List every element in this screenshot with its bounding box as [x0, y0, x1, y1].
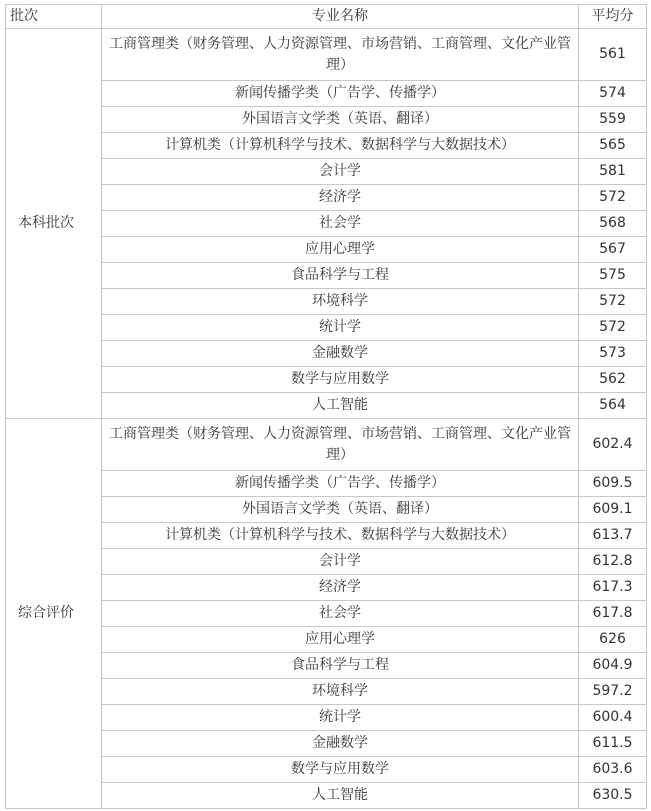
- table-row: [6, 211, 647, 237]
- major-cell: 会计学: [102, 549, 579, 575]
- table-row: [6, 107, 647, 133]
- score-cell: 572: [579, 185, 647, 211]
- score-cell: 581: [579, 159, 647, 185]
- score-cell: 562: [579, 367, 647, 393]
- table-row: [6, 29, 647, 81]
- score-cell: 613.7: [579, 523, 647, 549]
- score-cell: 597.2: [579, 679, 647, 705]
- score-cell: 575: [579, 263, 647, 289]
- table-row: [6, 81, 647, 107]
- major-cell: 社会学: [102, 601, 579, 627]
- major-cell: 应用心理学: [102, 237, 579, 263]
- table-row: [6, 679, 647, 705]
- header-batch: 批次: [6, 5, 102, 29]
- table-row: [6, 341, 647, 367]
- score-cell: 609.5: [579, 471, 647, 497]
- score-cell: 574: [579, 81, 647, 107]
- score-cell: 630.5: [579, 783, 647, 809]
- table-row: [6, 133, 647, 159]
- major-cell: 食品科学与工程: [102, 653, 579, 679]
- table-row: [6, 601, 647, 627]
- table-header: [6, 5, 647, 29]
- score-cell: 626: [579, 627, 647, 653]
- major-cell: 人工智能: [102, 783, 579, 809]
- header-row: [6, 5, 647, 29]
- major-cell: 经济学: [102, 575, 579, 601]
- score-cell: 559: [579, 107, 647, 133]
- table-body: [6, 29, 647, 809]
- table-row: [6, 757, 647, 783]
- score-table: [5, 4, 647, 809]
- score-cell: 573: [579, 341, 647, 367]
- table-row: [6, 367, 647, 393]
- score-cell: 600.4: [579, 705, 647, 731]
- table-row: [6, 393, 647, 419]
- score-cell: 602.4: [579, 419, 647, 471]
- major-cell: 金融数学: [102, 341, 579, 367]
- score-cell: 612.8: [579, 549, 647, 575]
- table-row: [6, 471, 647, 497]
- score-cell: 568: [579, 211, 647, 237]
- score-cell: 617.8: [579, 601, 647, 627]
- table-row: [6, 705, 647, 731]
- major-cell: 统计学: [102, 315, 579, 341]
- score-cell: 572: [579, 315, 647, 341]
- table-row: [6, 653, 647, 679]
- table-row: [6, 575, 647, 601]
- score-cell: 572: [579, 289, 647, 315]
- table-row: [6, 627, 647, 653]
- table-row: [6, 731, 647, 757]
- table-row: [6, 263, 647, 289]
- batch-cell: 本科批次: [6, 29, 102, 419]
- major-cell: 新闻传播学类（广告学、传播学）: [102, 471, 579, 497]
- major-cell: 外国语言文学类（英语、翻译）: [102, 497, 579, 523]
- major-cell: 环境科学: [102, 289, 579, 315]
- major-cell: 新闻传播学类（广告学、传播学）: [102, 81, 579, 107]
- major-cell: 金融数学: [102, 731, 579, 757]
- major-cell: 人工智能: [102, 393, 579, 419]
- score-cell: 564: [579, 393, 647, 419]
- batch-cell: 综合评价: [6, 419, 102, 809]
- major-cell: 外国语言文学类（英语、翻译）: [102, 107, 579, 133]
- major-cell: 统计学: [102, 705, 579, 731]
- major-cell: 应用心理学: [102, 627, 579, 653]
- table-row: [6, 237, 647, 263]
- header-score: 平均分: [579, 5, 647, 29]
- table-row: [6, 783, 647, 809]
- table-row: [6, 523, 647, 549]
- score-cell: 604.9: [579, 653, 647, 679]
- score-cell: 565: [579, 133, 647, 159]
- table-row: [6, 419, 647, 471]
- table-row: [6, 289, 647, 315]
- table-row: [6, 185, 647, 211]
- table-row: [6, 159, 647, 185]
- major-cell: 工商管理类（财务管理、人力资源管理、市场营销、工商管理、文化产业管理）: [102, 419, 579, 471]
- score-cell: 567: [579, 237, 647, 263]
- major-cell: 数学与应用数学: [102, 367, 579, 393]
- major-cell: 数学与应用数学: [102, 757, 579, 783]
- major-cell: 计算机类（计算机科学与技术、数据科学与大数据技术）: [102, 523, 579, 549]
- score-cell: 617.3: [579, 575, 647, 601]
- score-cell: 611.5: [579, 731, 647, 757]
- score-cell: 561: [579, 29, 647, 81]
- header-major: 专业名称: [102, 5, 579, 29]
- table-row: [6, 549, 647, 575]
- score-cell: 609.1: [579, 497, 647, 523]
- table-row: [6, 315, 647, 341]
- score-cell: 603.6: [579, 757, 647, 783]
- major-cell: 社会学: [102, 211, 579, 237]
- major-cell: 食品科学与工程: [102, 263, 579, 289]
- major-cell: 会计学: [102, 159, 579, 185]
- major-cell: 计算机类（计算机科学与技术、数据科学与大数据技术）: [102, 133, 579, 159]
- table-row: [6, 497, 647, 523]
- major-cell: 环境科学: [102, 679, 579, 705]
- major-cell: 经济学: [102, 185, 579, 211]
- major-cell: 工商管理类（财务管理、人力资源管理、市场营销、工商管理、文化产业管理）: [102, 29, 579, 81]
